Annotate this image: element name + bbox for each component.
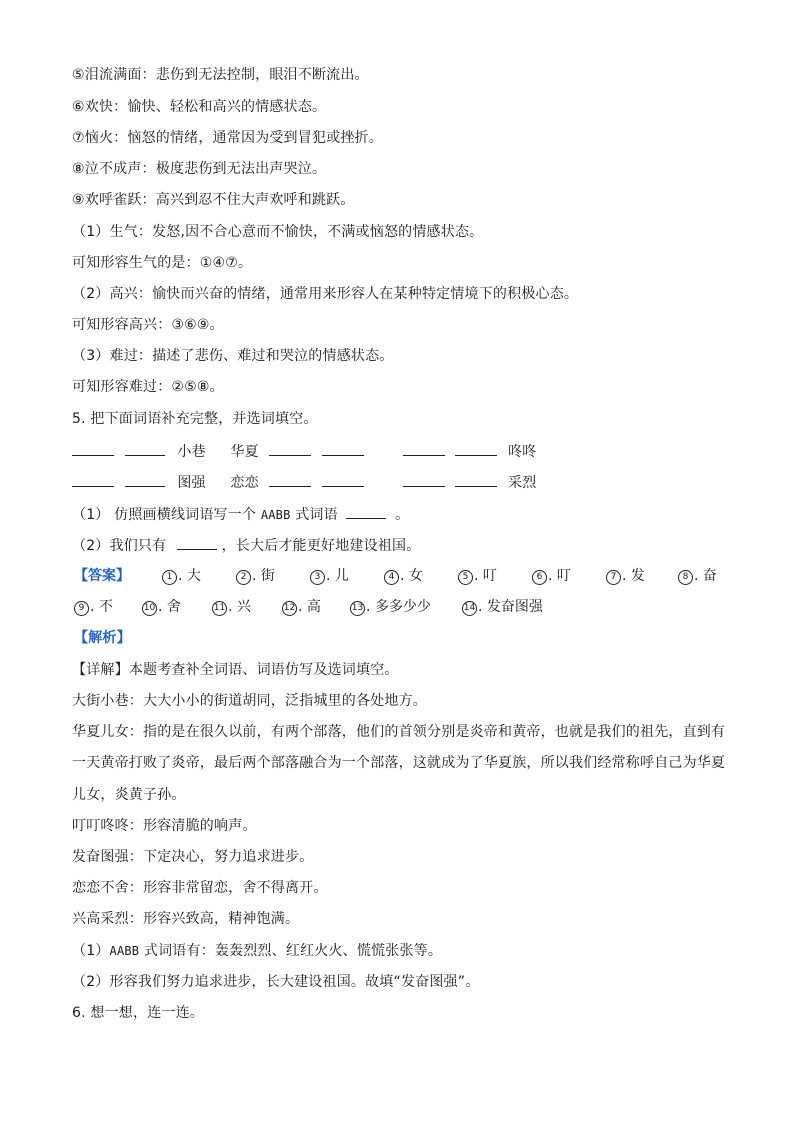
analysis-line: 华夏儿女：指的是在很久以前，有两个部落，他们的首领分别是炎帝和黄帝，也就是我们的祖先，直到有 <box>72 724 726 740</box>
word-fragment: 恋恋 <box>230 475 259 491</box>
word-fragment: 图强 <box>177 475 206 491</box>
answer-item: 10 . 舍 <box>143 599 181 615</box>
blank[interactable] <box>269 472 311 487</box>
analysis-line: 兴高采烈：形容兴致高，精神饱满。 <box>72 911 300 927</box>
blank[interactable] <box>346 504 386 519</box>
analysis-sub1 <box>72 941 442 961</box>
answer-item: 3 . 儿 <box>310 566 349 586</box>
pattern-code: AABB <box>109 944 140 958</box>
category-definition: （3）难过：描述了悲伤、难过和哭泣的情感状态。 <box>72 348 394 364</box>
analysis-line: 叮叮咚咚：形容清脆的响声。 <box>72 818 257 834</box>
blank[interactable] <box>72 441 114 456</box>
blank[interactable] <box>269 441 311 456</box>
analysis-text: 式词语有：轰轰烈烈、红红火火、慌慌张张等。 <box>143 943 443 959</box>
blank[interactable] <box>177 535 217 550</box>
fill-row-2 <box>72 472 732 493</box>
definition-line: ⑥欢快：愉快、轻松和高兴的情感状态。 <box>72 99 327 115</box>
answer-item: 9 . 不 <box>74 597 113 617</box>
answer-item: 8 . 奋 <box>678 566 717 586</box>
blank[interactable] <box>322 472 364 487</box>
word-fragment: 采烈 <box>508 475 537 491</box>
analysis-line: 一天黄帝打败了炎帝，最后两个部落融合为一个部落，这就成为了华夏族，所以我们经常称呼自己为华夏 <box>72 755 726 771</box>
sub-question-text: （1） 仿照画横线词语写一个 <box>72 507 257 523</box>
blank[interactable] <box>72 472 114 487</box>
blank[interactable] <box>125 441 165 456</box>
category-definition: （2）高兴：愉快而兴奋的情绪，通常用来形容人在某种特定情境下的积极心态。 <box>72 286 579 302</box>
answer-tag: 【答案】 <box>74 568 130 584</box>
answer-item: 14 . 发奋图强 <box>463 599 543 615</box>
analysis-line: 大街小巷：大大小小的街道胡同，泛指城里的各处地方。 <box>72 693 427 709</box>
definition-line: ⑨欢呼雀跃：高兴到忍不住大声欢呼和跳跃。 <box>72 192 355 208</box>
definition-line: ⑧泣不成声：极度悲伤到无法出声哭泣。 <box>72 161 327 177</box>
detail-line <box>72 660 399 680</box>
answer-item: 6 . 叮 <box>532 566 571 586</box>
word-fragment: 小巷 <box>177 444 206 460</box>
question-5-sub2 <box>72 535 420 556</box>
sub-question-text: 。 <box>395 507 410 523</box>
question-5-title: 5. 把下面词语补充完整，并选词填空。 <box>72 411 318 427</box>
analysis-line: 儿女，炎黄子孙。 <box>72 787 186 803</box>
question-6-title: 6. 想一想，连一连。 <box>72 1005 205 1021</box>
analysis-text: （1） <box>72 943 110 959</box>
analysis-sub2: （2）形容我们努力追求进步，长大建设祖国。故填“发奋图强”。 <box>72 974 480 990</box>
analysis-line: 发奋图强：下定决心，努力追求进步。 <box>72 849 314 865</box>
answer-item: 12 . 高 <box>283 599 321 615</box>
analysis-line: 恋恋不舍：形容非常留恋，舍不得离开。 <box>72 880 328 896</box>
answer-item: 5 . 叮 <box>458 566 497 586</box>
question-5-sub1 <box>72 504 409 525</box>
category-result: 可知形容难过：②⑤⑧。 <box>72 379 224 395</box>
answer-item: 7 . 发 <box>606 566 645 586</box>
blank[interactable] <box>125 472 165 487</box>
sub-question-text: ，长大后才能更好地建设祖国。 <box>221 538 421 554</box>
word-fragment: 咚咚 <box>508 444 537 460</box>
answer-item: 2 . 街 <box>236 566 275 586</box>
blank[interactable] <box>322 441 364 456</box>
definition-line: ⑦恼火：恼怒的情绪，通常因为受到冒犯或挫折。 <box>72 130 383 146</box>
answer-item: 13 . 多多少少 <box>351 599 431 615</box>
detail-text: 本题考查补全词语、词语仿写及选词填空。 <box>128 662 399 678</box>
answer-item: 4 . 女 <box>384 566 423 586</box>
category-result: 可知形容高兴：③⑥⑨。 <box>72 317 224 333</box>
detail-tag: 【详解】 <box>72 662 129 678</box>
analysis-tag: 【解析】 <box>74 630 131 646</box>
answer-item: 1 . 大 <box>162 566 201 586</box>
fill-row-1 <box>72 441 732 462</box>
answer-item: 11 . 兴 <box>213 599 251 615</box>
blank[interactable] <box>455 441 497 456</box>
blank[interactable] <box>403 472 445 487</box>
category-result: 可知形容生气的是：①④⑦。 <box>72 255 253 271</box>
word-fragment: 华夏 <box>230 444 259 460</box>
sub-question-text: （2）我们只有 <box>72 538 167 554</box>
blank[interactable] <box>455 472 497 487</box>
sub-question-text: 式词语 <box>295 507 338 523</box>
category-definition: （1）生气：发怒,因不合心意而不愉快，不满或恼怒的情感状态。 <box>72 224 484 240</box>
pattern-code: AABB <box>260 508 291 522</box>
definition-line: ⑤泪流满面：悲伤到无法控制，眼泪不断流出。 <box>72 67 369 83</box>
blank[interactable] <box>403 441 445 456</box>
